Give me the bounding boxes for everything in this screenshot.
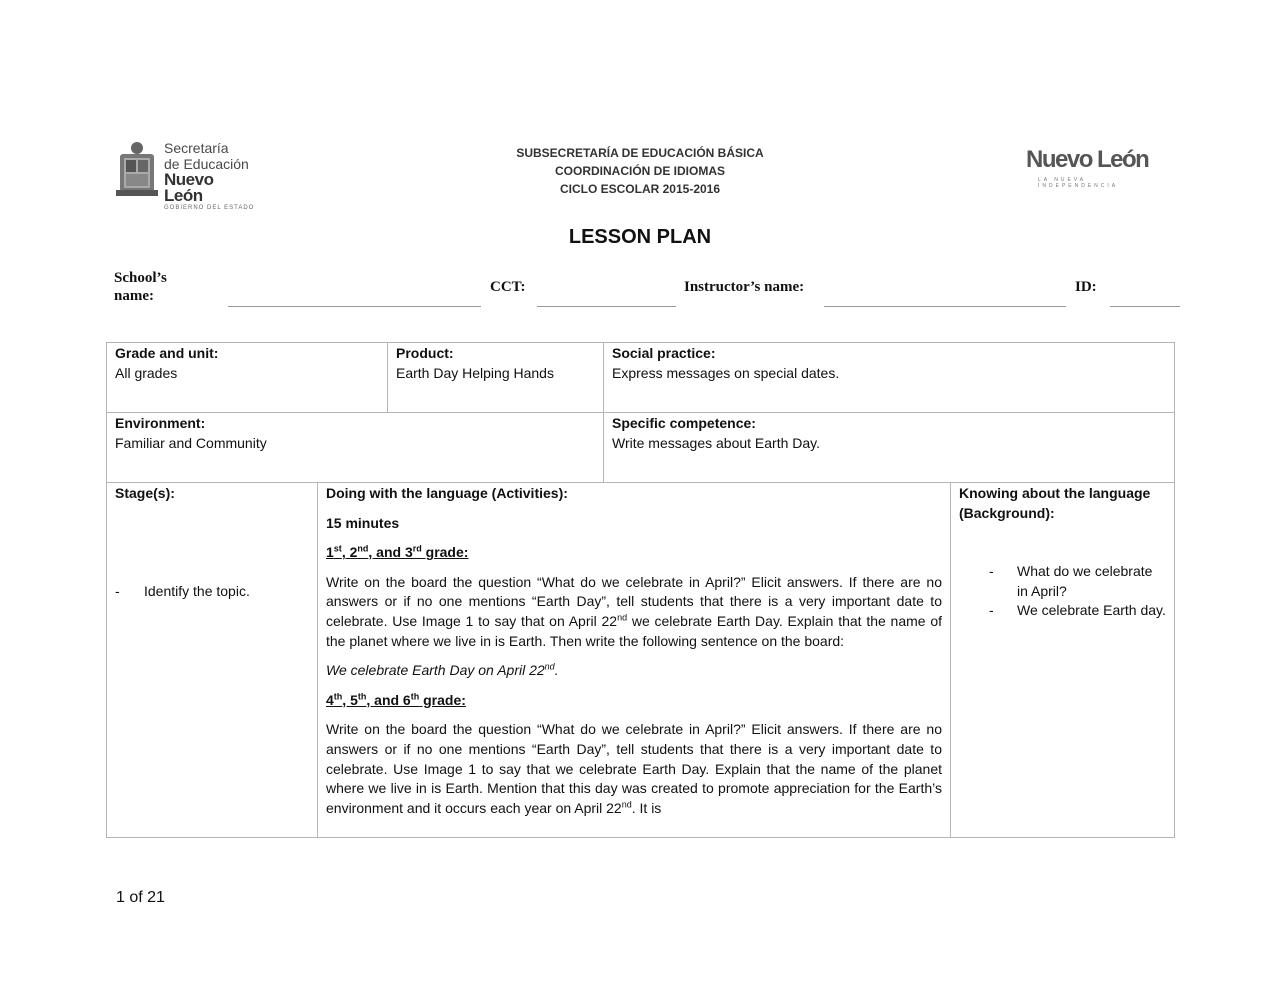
header-line-2: COORDINACIÓN DE IDIOMAS (554, 164, 725, 178)
activities-label: Doing with the language (Activities): (326, 485, 568, 501)
product-label: Product: (396, 345, 454, 361)
social-practice-label: Social practice: (612, 345, 716, 361)
know-item-2: - We celebrate Earth day. (989, 602, 1166, 619)
example-sentence: We celebrate Earth Day on April 22nd. (326, 661, 559, 679)
instructor-field[interactable] (824, 306, 1066, 307)
header-line-3: CICLO ESCOLAR 2015-2016 (559, 182, 721, 196)
minutes-label: 15 minutes (326, 514, 400, 531)
logo-right-name: Nuevo León (1026, 146, 1149, 173)
stages-cell (106, 482, 318, 838)
school-name-label (114, 269, 167, 305)
id-field[interactable] (1110, 306, 1180, 307)
stage-item-text: Identify the topic. (144, 583, 250, 599)
logo-left-line4: GOBIERNO DEL ESTADO (164, 205, 255, 211)
stage-dash: - (115, 583, 120, 599)
header-line-1: SUBSECRETARÍA DE EDUCACIÓN BÁSICA (516, 146, 764, 160)
activity-paragraph-1: Write on the board the question “What do we celebrate in April?” Elicit answers. If there are no answers or if no one mentions “Earth Day”, tell students that there is a very important date to celebrate. Use Image 1 to say that on April 22nd we celebrate Earth Day. Explain that the name of the planet where we live in is Earth. Then write the following sentence on the board: (326, 573, 942, 649)
grade-unit-value: All grades (115, 364, 178, 381)
id-label: ID: (1075, 279, 1097, 295)
product-cell (387, 342, 604, 413)
page-number: 1 of 21 (116, 889, 165, 906)
environment-label: Environment: (115, 415, 206, 431)
secretaria-logo (116, 138, 256, 211)
social-practice-value: Express messages on special dates. (612, 364, 840, 381)
product-value: Earth Day Helping Hands (396, 364, 554, 381)
know-item-1: - What do we celebrate in April? (989, 563, 1153, 599)
environment-value: Familiar and Community (115, 434, 267, 451)
logo-right-tagline: LA NUEVA INDEPENDENCIA (1038, 177, 1119, 189)
activity-paragraph-2: Write on the board the question “What do we celebrate in April?” Elicit answers. If there are no answers or if no one mentions “Earth Day”, tell students that there is a very important date to celebrate. Use Image 1 to say that we celebrate Earth Day. Explain that the name of the planet where we live in is Earth. Mention that this day was created to promote appreciation for the Earth’s environment and it occurs each year on April 22nd. It is (326, 721, 942, 816)
logo-left-line3: Nuevo León (164, 170, 214, 205)
grade-unit-label: Grade and unit: (115, 345, 219, 361)
school-label-line1: School’s (114, 270, 167, 286)
logo-left-line1: Secretaría (164, 140, 229, 156)
grades-1-3-heading: 1st, 2nd, and 3rd grade: (326, 543, 469, 561)
competence-cell (603, 412, 1175, 483)
social-practice-cell (603, 342, 1175, 413)
grades-4-6-heading: 4th, 5th, and 6th grade: (326, 691, 466, 708)
competence-value: Write messages about Earth Day. (612, 434, 821, 451)
nuevo-leon-logo (1024, 138, 1164, 204)
knowing-label: Knowing about the language (Background): (959, 485, 1151, 521)
stage-label: Stage(s): (115, 485, 175, 501)
school-name-field[interactable] (228, 306, 481, 307)
state-seal-icon (116, 140, 158, 200)
environment-cell (106, 412, 604, 483)
instructor-label: Instructor’s name: (684, 279, 805, 295)
page-title: LESSON PLAN (568, 226, 712, 248)
cct-label: CCT: (490, 279, 526, 295)
logo-left-line2: de Educación (164, 156, 249, 172)
cct-field[interactable] (537, 306, 676, 307)
knowing-cell (950, 482, 1175, 838)
competence-label: Specific competence: (612, 415, 756, 431)
grade-unit-cell (106, 342, 388, 413)
school-label-line2: name: (114, 288, 154, 304)
activities-cell (317, 482, 951, 838)
